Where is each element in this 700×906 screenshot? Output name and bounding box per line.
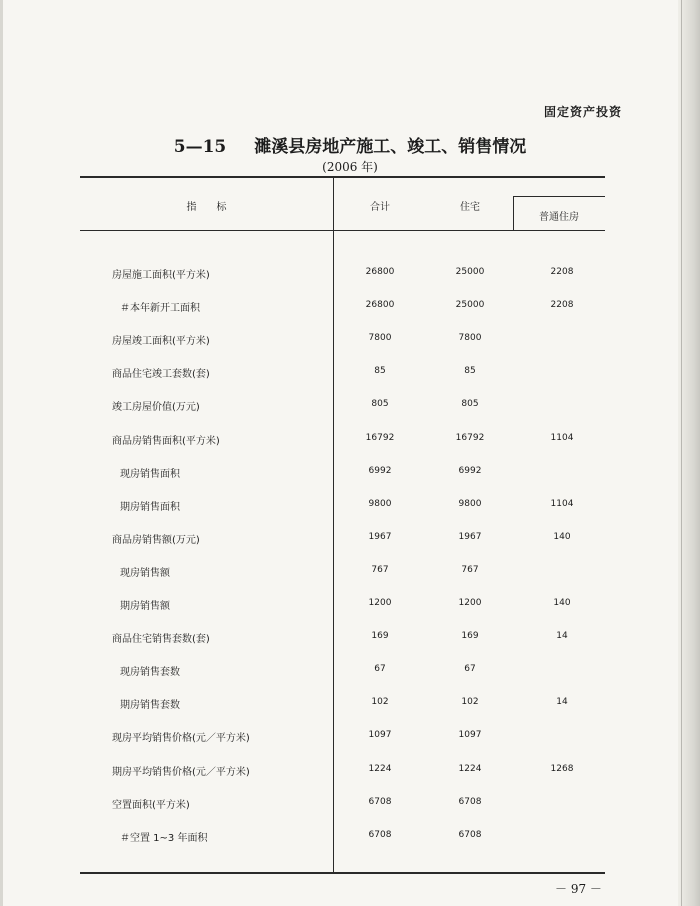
cell-ordinary: 14 — [556, 697, 568, 707]
cell-total: 805 — [371, 399, 389, 409]
cell-total: 6708 — [368, 797, 392, 807]
cell-residential: 805 — [461, 399, 479, 409]
cell-residential: 9800 — [458, 499, 482, 509]
cell-total: 169 — [371, 631, 389, 641]
cell-ordinary: 1268 — [550, 764, 574, 774]
cell-residential: 6708 — [458, 797, 482, 807]
cell-total: 6992 — [368, 466, 392, 476]
table-bottom-rule — [80, 872, 605, 874]
cell-ordinary: 2208 — [550, 267, 574, 277]
cell-total: 67 — [374, 664, 386, 674]
row-label: 期房平均销售价格(元／平方米) — [112, 767, 250, 778]
table-number: 5—15 — [173, 137, 227, 157]
cell-residential: 7800 — [458, 333, 482, 343]
cell-ordinary: 2208 — [550, 300, 574, 310]
row-label: 现房销售额 — [120, 568, 170, 579]
cell-total: 1967 — [368, 532, 392, 542]
header-total: 合计 — [370, 202, 390, 213]
row-label: 商品住宅销售套数(套) — [112, 634, 210, 645]
cell-residential: 1224 — [458, 764, 482, 774]
table-title — [0, 132, 700, 157]
cell-residential: 6992 — [458, 466, 482, 476]
cell-residential: 25000 — [455, 300, 485, 310]
cell-total: 102 — [371, 697, 389, 707]
cell-total: 6708 — [368, 830, 392, 840]
cell-residential: 25000 — [455, 267, 485, 277]
header-ordinary-housing: 普通住房 — [539, 212, 579, 223]
row-label: 现房销售套数 — [120, 667, 180, 678]
row-label: 商品住宅竣工套数(套) — [112, 369, 210, 380]
cell-ordinary: 140 — [553, 598, 571, 608]
cell-total: 85 — [374, 366, 386, 376]
cell-residential: 169 — [461, 631, 479, 641]
cell-ordinary: 14 — [556, 631, 568, 641]
cell-residential: 1967 — [458, 532, 482, 542]
cell-total: 7800 — [368, 333, 392, 343]
cell-total: 26800 — [365, 267, 395, 277]
cell-ordinary: 1104 — [550, 433, 574, 443]
cell-residential: 767 — [461, 565, 479, 575]
row-label: 期房销售额 — [120, 601, 170, 612]
header-residential: 住宅 — [460, 202, 480, 213]
section-header: 固定资产投资 — [543, 105, 622, 119]
cell-total: 1224 — [368, 764, 392, 774]
table-title-text: 濉溪县房地产施工、竣工、销售情况 — [254, 137, 527, 157]
cell-total: 767 — [371, 565, 389, 575]
row-label: 期房销售面积 — [120, 502, 180, 513]
row-label: 空置面积(平方米) — [112, 800, 190, 811]
table-year: (2006 年) — [322, 160, 378, 174]
row-label: 竣工房屋价值(万元) — [112, 402, 200, 413]
row-label: 商品房销售面积(平方米) — [112, 436, 220, 447]
row-label: 房屋竣工面积(平方米) — [112, 336, 210, 347]
column-divider-1 — [333, 177, 334, 873]
cell-residential: 6708 — [458, 830, 482, 840]
cell-total: 1200 — [368, 598, 392, 608]
cell-residential: 85 — [464, 366, 476, 376]
row-label: 现房销售面积 — [120, 469, 180, 480]
row-label: 期房销售套数 — [120, 700, 180, 711]
cell-residential: 67 — [464, 664, 476, 674]
cell-total: 1097 — [368, 730, 392, 740]
table-top-rule — [80, 176, 605, 178]
cell-residential: 1097 — [458, 730, 482, 740]
page-number: － 97 － — [555, 882, 602, 896]
header-indicator: 指 标 — [186, 202, 227, 213]
cell-residential: 1200 — [458, 598, 482, 608]
cell-total: 9800 — [368, 499, 392, 509]
row-label: 房屋施工面积(平方米) — [112, 270, 210, 281]
cell-ordinary: 140 — [553, 532, 571, 542]
row-label: 商品房销售额(万元) — [112, 535, 200, 546]
cell-total: 16792 — [365, 433, 395, 443]
cell-residential: 102 — [461, 697, 479, 707]
row-label: 现房平均销售价格(元／平方米) — [112, 733, 250, 744]
header-bottom-rule — [80, 230, 605, 231]
row-label: ＃本年新开工面积 — [120, 303, 200, 314]
cell-residential: 16792 — [455, 433, 485, 443]
cell-total: 26800 — [365, 300, 395, 310]
row-label: ＃空置 1~3 年面积 — [120, 833, 208, 844]
subheader-top-rule — [513, 196, 605, 197]
cell-ordinary: 1104 — [550, 499, 574, 509]
